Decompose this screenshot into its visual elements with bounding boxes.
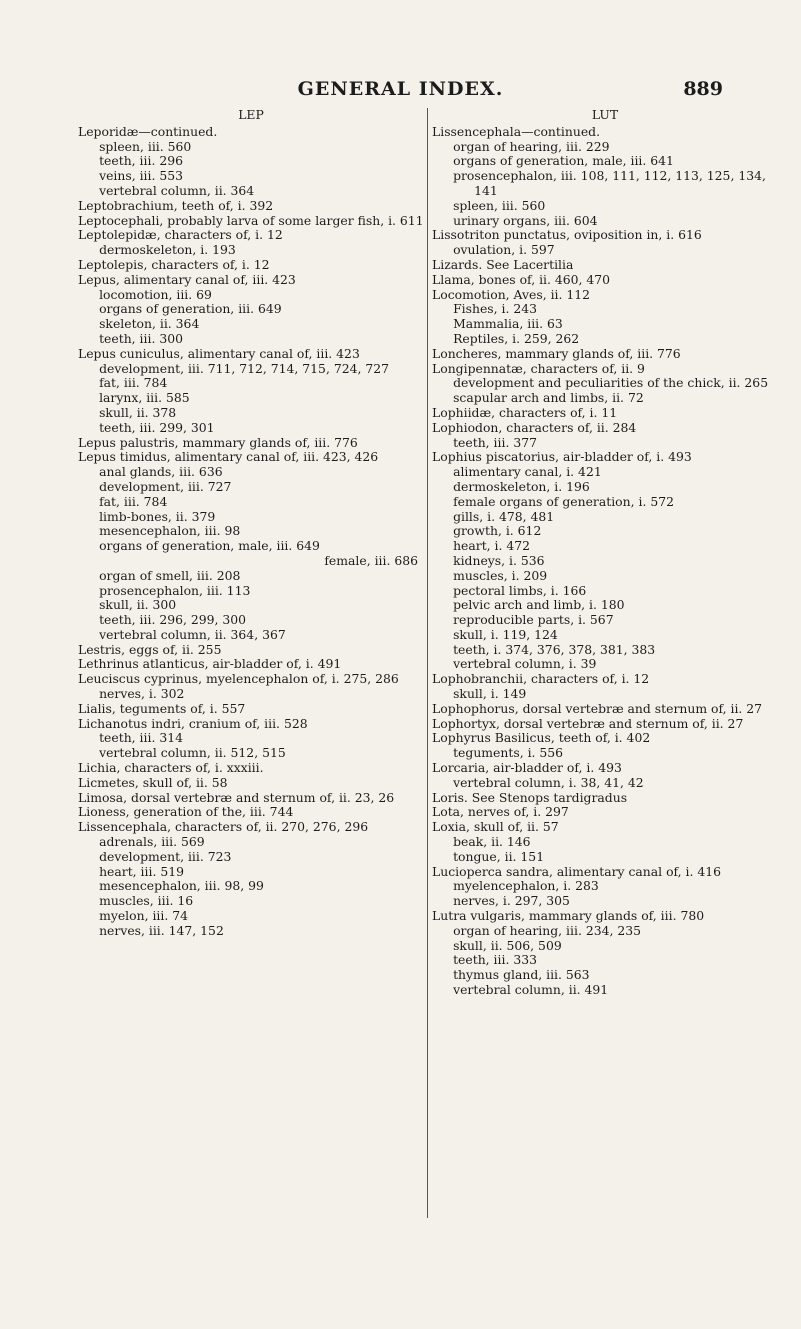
index-subentry: ovulation, i. 597 (453, 242, 555, 258)
index-entry: Lophyrus Basilicus, teeth of, i. 402 (432, 730, 651, 746)
index-subentry: spleen, iii. 560 (453, 197, 546, 213)
index-entry: Loncheres, mammary glands of, iii. 776 (432, 345, 681, 361)
index-subentry: muscles, iii. 16 (99, 893, 194, 909)
index-entry: Lethrinus atlanticus, air-bladder of, i. 491 (78, 656, 342, 672)
index-subentry: Reptiles, i. 259, 262 (453, 330, 580, 346)
index-subentry: development, iii. 727 (99, 478, 232, 494)
index-subentry: dermoskeleton, i. 193 (99, 242, 236, 258)
index-subentry: vertebral column, i. 39 (453, 656, 597, 672)
index-subentry: organs of generation, male, iii. 641 (453, 153, 674, 169)
index-entry: Lepus timidus, alimentary canal of, iii. 423, 426 (78, 449, 379, 465)
index-subentry: beak, ii. 146 (453, 834, 531, 850)
index-entry: Leuciscus cyprinus, myelencephalon of, i. 275, 286 (78, 671, 399, 687)
index-subentry: teeth, iii. 299, 301 (99, 419, 215, 435)
index-subentry: vertebral column, ii. 512, 515 (99, 745, 286, 761)
index-subentry: limb-bones, ii. 379 (99, 508, 216, 524)
index-entry: Lizards. See Lacertilia (432, 256, 574, 272)
index-subentry: myelencephalon, i. 283 (453, 878, 599, 894)
index-subentry: fat, iii. 784 (99, 375, 168, 391)
index-entry: Leptobrachium, teeth of, i. 392 (78, 197, 274, 213)
guide-word-right: LUT (591, 107, 619, 122)
index-subentry: female, iii. 686 (324, 552, 418, 568)
index-entry: Limosa, dorsal vertebræ and sternum of, ii. 23, 26 (78, 789, 395, 805)
index-entry: Lepus, alimentary canal of, iii. 423 (78, 271, 296, 287)
index-entry: Leptolepidæ, characters of, i. 12 (78, 227, 283, 243)
index-subentry: adrenals, iii. 569 (99, 834, 205, 850)
index-entry: Lophobranchii, characters of, i. 12 (432, 671, 650, 687)
index-entry: Lutra vulgaris, mammary glands of, iii. 780 (432, 908, 705, 924)
index-subentry: teeth, iii. 314 (99, 730, 183, 746)
index-subentry: development and peculiarities of the chick, ii. 265 (453, 375, 769, 391)
index-subentry: Mammalia, iii. 63 (453, 316, 563, 332)
index-subentry: thymus gland, iii. 563 (453, 967, 590, 983)
index-subentry: dermoskeleton, i. 196 (453, 478, 590, 494)
index-subentry: heart, iii. 519 (99, 863, 184, 879)
index-entry: Leptocephali, probably larva of some larger fish, i. 611 (78, 212, 424, 228)
index-subentry: tongue, ii. 151 (453, 848, 545, 864)
index-entry: Loris. See Stenops tardigradus (432, 789, 628, 805)
index-subentry: skull, ii. 300 (99, 597, 177, 613)
index-column-right (432, 108, 778, 998)
index-entry: Licmetes, skull of, ii. 58 (78, 774, 228, 790)
index-entry: Longipennatæ, characters of, ii. 9 (432, 360, 645, 376)
index-subentry: teguments, i. 556 (453, 745, 564, 761)
index-subentry: nerves, i. 302 (99, 686, 185, 702)
index-subentry: myelon, iii. 74 (99, 908, 188, 924)
index-subentry: teeth, iii. 300 (99, 330, 183, 346)
index-subentry: alimentary canal, i. 421 (453, 464, 602, 480)
index-entry: Lepus palustris, mammary glands of, iii. 776 (78, 434, 358, 450)
index-entry: Lichanotus indri, cranium of, iii. 528 (78, 715, 308, 731)
index-entry: Lophiodon, characters of, ii. 284 (432, 419, 637, 435)
index-entry: Lissencephala—continued. (432, 123, 601, 139)
index-entry: Lophius piscatorius, air-bladder of, i. 493 (432, 449, 692, 465)
index-subentry: teeth, i. 374, 376, 378, 381, 383 (453, 641, 656, 657)
index-entry: Lioness, generation of the, iii. 744 (78, 804, 294, 820)
index-subentry: organs of generation, male, iii. 649 (99, 538, 320, 554)
index-subentry: organs of generation, iii. 649 (99, 301, 282, 317)
index-subentry: larynx, iii. 585 (99, 390, 190, 406)
index-subentry: Fishes, i. 243 (453, 301, 538, 317)
index-entry: Locomotion, Aves, ii. 112 (432, 286, 591, 302)
index-subentry: muscles, i. 209 (453, 567, 548, 583)
index-subentry: skull, ii. 378 (99, 404, 177, 420)
index-subentry: mesencephalon, iii. 98, 99 (99, 878, 264, 894)
index-subentry: skull, i. 149 (453, 686, 527, 702)
index-subentry: teeth, iii. 377 (453, 434, 537, 450)
index-entry: Lepus cuniculus, alimentary canal of, iii. 423 (78, 345, 360, 361)
index-subentry: veins, iii. 553 (99, 168, 184, 184)
index-subentry: prosencephalon, iii. 108, 111, 112, 113, 125, 134, 141 (453, 168, 766, 198)
index-subentry: prosencephalon, iii. 113 (99, 582, 251, 598)
index-subentry: female organs of generation, i. 572 (453, 493, 674, 509)
index-subentry: vertebral column, ii. 364 (99, 182, 255, 198)
index-subentry: locomotion, iii. 69 (99, 286, 212, 302)
index-subentry: spleen, iii. 560 (99, 138, 192, 154)
index-subentry: pectoral limbs, i. 166 (453, 582, 587, 598)
index-subentry: organ of smell, iii. 208 (99, 567, 241, 583)
index-subentry: heart, i. 472 (453, 538, 531, 554)
index-subentry: scapular arch and limbs, ii. 72 (453, 390, 644, 406)
guide-word-left: LEP (238, 107, 264, 122)
index-subentry: gills, i. 478, 481 (453, 508, 555, 524)
index-subentry: vertebral column, ii. 364, 367 (99, 626, 286, 642)
index-subentry: skull, i. 119, 124 (453, 626, 558, 642)
index-subentry: teeth, iii. 333 (453, 952, 537, 968)
index-subentry: organ of hearing, iii. 229 (453, 138, 610, 154)
index-subentry: skull, ii. 506, 509 (453, 937, 562, 953)
index-subentry: growth, i. 612 (453, 523, 542, 539)
index-subentry: organ of hearing, iii. 234, 235 (453, 922, 642, 938)
index-subentry: vertebral column, i. 38, 41, 42 (453, 774, 644, 790)
index-subentry: mesencephalon, iii. 98 (99, 523, 241, 539)
running-header (0, 78, 801, 108)
index-entry: Lophiidæ, characters of, i. 11 (432, 404, 618, 420)
index-subentry: teeth, iii. 296, 299, 300 (99, 612, 247, 628)
index-entry: Leporidæ—continued. (78, 123, 218, 139)
index-subentry: reproducible parts, i. 567 (453, 612, 614, 628)
index-subentry: anal glands, iii. 636 (99, 464, 223, 480)
index-subentry: nerves, i. 297, 305 (453, 893, 570, 909)
index-subentry: kidneys, i. 536 (453, 552, 545, 568)
index-column-left (78, 108, 424, 939)
index-entry: Loxia, skull of, ii. 57 (432, 819, 559, 835)
index-entry: Lorcaria, air-bladder of, i. 493 (432, 760, 622, 776)
index-subentry: development, iii. 711, 712, 714, 715, 724, 727 (99, 360, 389, 376)
index-entry: Lialis, teguments of, i. 557 (78, 700, 246, 716)
index-entry: Llama, bones of, ii. 460, 470 (432, 271, 611, 287)
page-number: 889 (683, 78, 723, 100)
index-entry: Lissencephala, characters of, ii. 270, 276, 296 (78, 819, 369, 835)
index-subentry: development, iii. 723 (99, 848, 232, 864)
index-entry: Lophortyx, dorsal vertebræ and sternum of, ii. 27 (432, 715, 744, 731)
index-subentry: nerves, iii. 147, 152 (99, 922, 224, 938)
index-entry: Lucioperca sandra, alimentary canal of, i. 416 (432, 863, 722, 879)
index-entry: Lissotriton punctatus, oviposition in, i. 616 (432, 227, 702, 243)
index-entry: Lichia, characters of, i. xxxiii. (78, 760, 264, 776)
index-entry: Lota, nerves of, i. 297 (432, 804, 569, 820)
index-subentry: urinary organs, iii. 604 (453, 212, 598, 228)
index-subentry: pelvic arch and limb, i. 180 (453, 597, 625, 613)
index-entry: Lestris, eggs of, ii. 255 (78, 641, 222, 657)
page-title: GENERAL INDEX. (297, 78, 504, 100)
index-subentry: skeleton, ii. 364 (99, 316, 200, 332)
column-divider (427, 108, 428, 1218)
index-entry: Lophophorus, dorsal vertebræ and sternum of, ii. 27 (432, 700, 763, 716)
index-subentry: vertebral column, ii. 491 (453, 982, 609, 998)
index-subentry: fat, iii. 784 (99, 493, 168, 509)
index-subentry: teeth, iii. 296 (99, 153, 183, 169)
index-entry: Leptolepis, characters of, i. 12 (78, 256, 270, 272)
